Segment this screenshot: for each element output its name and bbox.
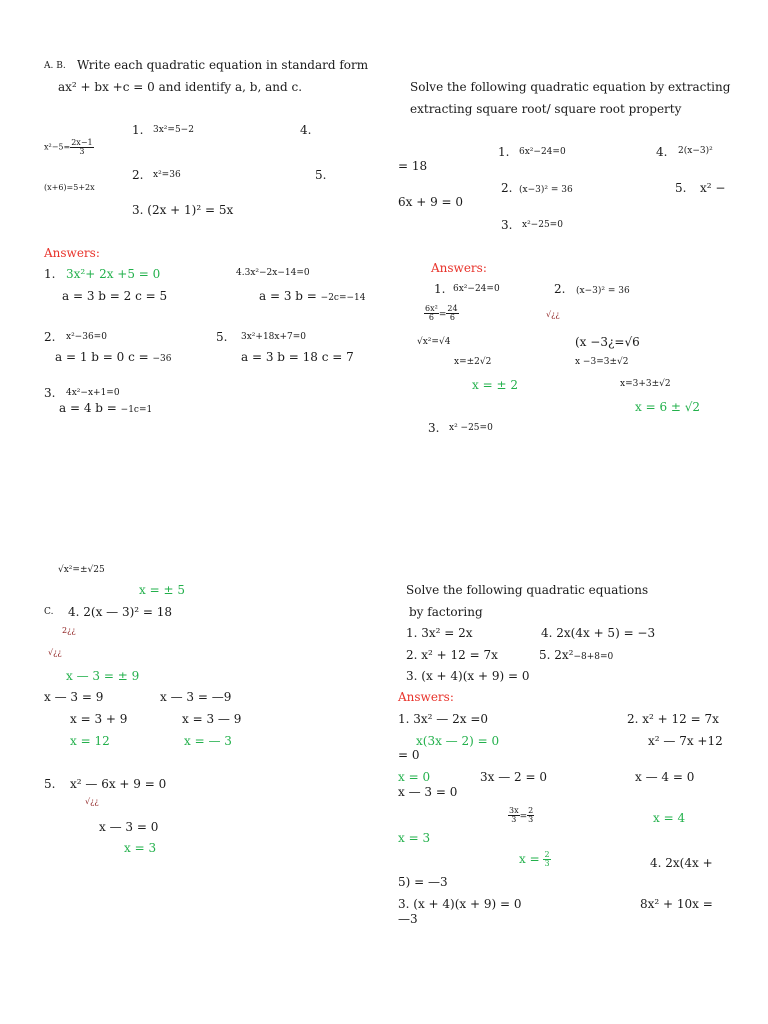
equation: 3x — 2 = 0 — [480, 770, 547, 784]
equation: x −3=3±√2 — [575, 357, 629, 367]
fraction-equation — [424, 305, 459, 322]
coefficients-small: −2c=−14 — [320, 293, 366, 303]
fraction — [424, 305, 439, 322]
section-label-ab: A. B. — [44, 61, 66, 71]
fraction-equation — [508, 807, 534, 824]
item-number: 3. — [44, 386, 56, 400]
instruction-line: ax² + bx +c = 0 and identify a, b, and c. — [58, 80, 303, 94]
equation: 3. (x + 4)(x + 9) = 0 — [398, 897, 522, 911]
equation: 4. 2x(4x + 5) = −3 — [541, 626, 656, 640]
fraction-denominator: 6 — [428, 313, 434, 322]
equation-continued: 5) = —3 — [398, 875, 448, 889]
equation: x=±2√2 — [454, 357, 492, 367]
equation-continued: 6x + 9 = 0 — [398, 195, 464, 209]
equation: x = 3 — 9 — [182, 712, 242, 726]
equation-continued: = 0 — [398, 748, 420, 762]
item-number: 1. — [434, 282, 446, 296]
equation: 3. (2x + 1)² = 5x — [132, 203, 234, 217]
equation: 1. 3x² — 2x =0 — [398, 712, 489, 726]
item-number: 3. — [428, 421, 440, 435]
instruction-line: Solve the following quadratic equation by extracting — [410, 80, 731, 94]
equation: x² — 7x +12 — [648, 734, 723, 748]
fraction — [446, 305, 458, 322]
coefficients-main: a = 1 b = 0 c = — [55, 350, 153, 364]
equation: x — 3 = 9 — [44, 690, 104, 704]
sqrt-glyph: √¿¿ — [546, 310, 560, 319]
equals-sign: = — [438, 310, 447, 320]
coefficients-small: −36 — [152, 354, 172, 364]
fraction-numerator: 2x−1 — [71, 138, 93, 147]
fraction-numerator: 2 — [544, 850, 550, 859]
fraction-denominator: 6 — [449, 313, 455, 322]
answer-equation: x²−36=0 — [66, 332, 107, 342]
equation-small: −8+8=0 — [573, 652, 614, 662]
equation: 6x²−24=0 — [453, 284, 500, 294]
equation: (x+6)=5+2x — [44, 183, 95, 192]
equation — [44, 139, 94, 156]
final-answer: x = 4 — [653, 811, 686, 825]
fraction-denominator: 3 — [528, 815, 534, 824]
final-answer: x = 3 — [124, 841, 157, 855]
fraction — [527, 807, 534, 824]
equation: √x²=±√25 — [58, 565, 105, 575]
equation: x²−25=0 — [522, 220, 563, 230]
item-number: 2. — [554, 282, 566, 296]
equation: x² −25=0 — [449, 423, 493, 433]
item-number: 2. — [132, 168, 144, 182]
instruction-line: Write each quadratic equation in standard form — [77, 58, 369, 72]
coefficients: a = 3 b = 18 c = 7 — [241, 350, 354, 364]
item-number: 2. — [44, 330, 56, 344]
final-answer: x = — 3 — [184, 734, 232, 748]
coefficients — [59, 402, 152, 416]
coefficients — [55, 351, 172, 365]
fraction-denominator: 3 — [79, 147, 85, 156]
item-number: 5. — [216, 330, 228, 344]
equation: x — 3 = 0 — [398, 785, 458, 799]
instruction-line: Solve the following quadratic equations — [406, 583, 649, 597]
coefficients-main: a = 4 b = — [59, 401, 121, 415]
equation: 6x²−24=0 — [519, 147, 566, 157]
answer-equation: 3x²+18x+7=0 — [241, 332, 307, 342]
equals-sign: = — [519, 812, 528, 822]
instruction-line: by factoring — [409, 605, 483, 619]
final-answer: x = 0 — [398, 770, 431, 784]
final-answer-lhs: x = — [519, 852, 540, 866]
coefficients-main: a = 3 b = — [259, 289, 321, 303]
fraction — [543, 851, 550, 868]
equation-main: 5. 2x² — [539, 648, 574, 662]
equation: x²=36 — [153, 170, 181, 180]
fraction-numerator: 3x — [509, 806, 519, 815]
equation: x = 3 + 9 — [70, 712, 128, 726]
item-number: 4. — [300, 123, 312, 137]
item-number: 1. — [44, 267, 56, 281]
fraction-denominator: 3 — [511, 815, 517, 824]
equation: 1. 3x² = 2x — [406, 626, 473, 640]
fraction-numerator: 2 — [528, 806, 534, 815]
equation: 3x²=5−2 — [153, 125, 194, 135]
fraction — [508, 807, 520, 824]
item-number: 2. — [501, 181, 513, 195]
equation — [519, 182, 573, 196]
sqrt-glyph: √¿¿ — [85, 797, 99, 806]
equation-lhs: x²−5= — [44, 142, 71, 152]
equation: x — 3 = 0 — [99, 820, 159, 834]
equation: x — 3 = ± 9 — [66, 669, 140, 683]
equation: x — 4 = 0 — [635, 770, 695, 784]
equation: 8x² + 10x = — [640, 897, 713, 911]
final-answer: x = 6 ± √2 — [635, 400, 701, 414]
item-number: 5. — [675, 181, 687, 195]
final-answer: x = ± 2 — [472, 378, 518, 392]
answer-equation: 4x²−x+1=0 — [66, 388, 120, 398]
item-number: 5. — [44, 777, 56, 791]
answers-heading: Answers: — [431, 261, 487, 275]
coefficients: a = 3 b = 2 c = 5 — [62, 289, 168, 303]
equation: 4. 2(x — 3)² = 18 — [68, 605, 173, 619]
answers-heading: Answers: — [44, 246, 100, 260]
item-number: 3. — [501, 218, 513, 232]
equation: 2. x² + 12 = 7x — [406, 648, 498, 662]
answer-equation: 4.3x²−2x−14=0 — [236, 268, 310, 278]
equation: (x −3¿=√6 — [575, 335, 640, 349]
final-answer: x = 3 — [398, 831, 431, 845]
final-answer — [519, 851, 551, 868]
equation — [576, 283, 630, 297]
equation: x² − — [700, 181, 726, 195]
answer-equation: x(3x — 2) = 0 — [416, 734, 500, 748]
coefficients-small: −1c=1 — [120, 405, 153, 415]
equation: 2(x−3)² — [678, 146, 713, 156]
fraction-numerator: 6x² — [425, 304, 438, 313]
equation: 4. 2x(4x + — [650, 856, 713, 870]
equation: √x²=√4 — [417, 337, 451, 347]
fraction-numerator: 24 — [447, 304, 458, 313]
coefficients — [259, 290, 366, 304]
item-number: 5. — [315, 168, 327, 182]
equation — [539, 649, 613, 663]
item-number: 1. — [132, 123, 144, 137]
equation-continued: = 18 — [398, 159, 428, 173]
answer-equation: 3x²+ 2x +5 = 0 — [66, 267, 161, 281]
final-answer: x = ± 5 — [139, 583, 185, 597]
fraction-denominator: 3 — [544, 859, 550, 868]
equation: x=3+3±√2 — [620, 379, 671, 389]
instruction-line: extracting square root/ square root property — [410, 102, 682, 116]
section-label-c: C. — [44, 607, 54, 617]
equation-text: (x−3)² = 36 — [576, 286, 630, 296]
equation: 3. (x + 4)(x + 9) = 0 — [406, 669, 530, 683]
fraction — [70, 139, 93, 156]
equation-continued: —3 — [398, 912, 418, 926]
equation: x² — 6x + 9 = 0 — [70, 777, 167, 791]
item-number: 1. — [498, 145, 510, 159]
item-number: 4. — [656, 145, 668, 159]
equation: x — 3 = —9 — [160, 690, 232, 704]
equation-text: (x−3)² = 36 — [519, 185, 573, 195]
final-answer: x = 12 — [70, 734, 110, 748]
equation: 2. x² + 12 = 7x — [627, 712, 719, 726]
answers-heading: Answers: — [398, 690, 454, 704]
sqrt-glyph: √¿¿ — [48, 648, 62, 657]
symbol-glyph: 2¿¿ — [62, 626, 76, 635]
